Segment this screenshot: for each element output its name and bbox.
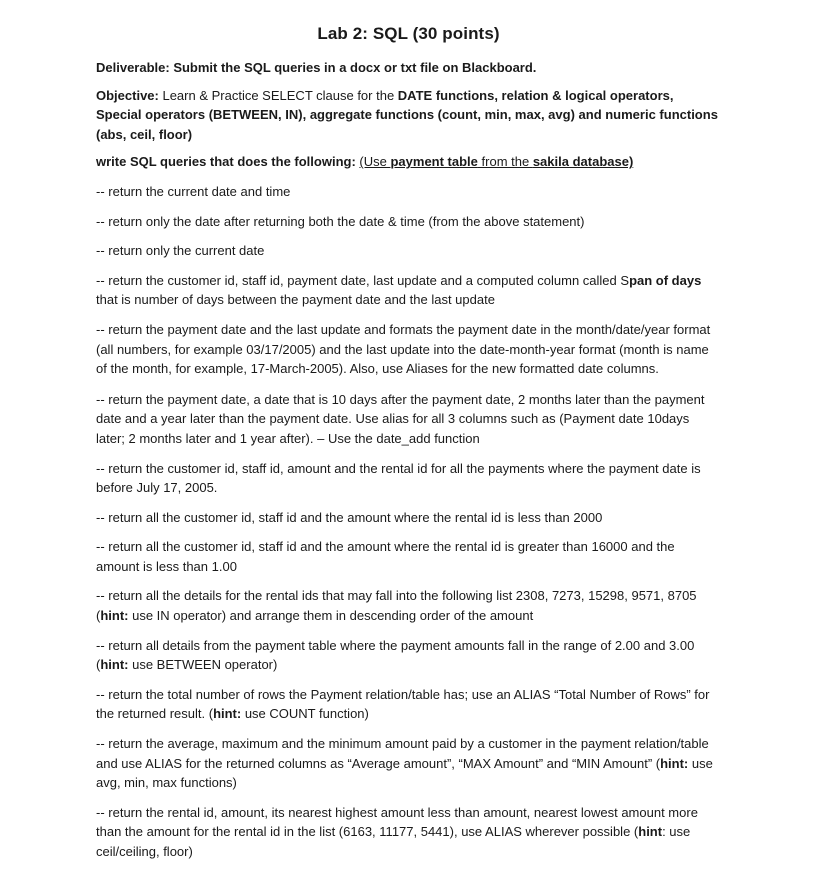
hint-label: hint: [100, 608, 129, 624]
task-date-only: -- return only the date after returning both the date & time (from the above statement) [96, 213, 585, 229]
sakila-database-ref: sakila database) [532, 154, 634, 170]
hint-label: hint: [213, 706, 242, 722]
task-aggregate-text-end: use avg, min, max functions) [96, 755, 713, 791]
instructions-heading [96, 152, 721, 172]
task-aggregate-text: -- return the average, maximum and the minimum amount paid by a customer in the payment relation/table and use ALIAS for the returned columns as “Average amount”, “MAX Amount” and “MIN Amount” ( [96, 736, 709, 771]
task-ceil-text-end: : use ceil/ceiling, floor) [96, 824, 691, 859]
task-ceil-floor [96, 803, 721, 862]
task-in-text: -- return all the details for the rental ids that may fall into the following list 2308, 7273, 15298, 9571, 8705 ( [96, 588, 697, 624]
task-aggregate-amounts [96, 734, 721, 793]
task-ceil-text: -- return the rental id, amount, its nearest highest amount less than amount, nearest lowest amount more than the amount for the rental id in the list (6163, 11177, 5441), use ALIAS wherever possible ( [96, 804, 698, 840]
objective-topics: DATE functions, relation & logical operators, Special operators (BETWEEN, IN), aggregate functions (count, min, max, avg) and numeric functions (abs, ceil, floor) [96, 87, 718, 142]
task-between-text: -- return all details from the payment table where the payment amounts fall in the range of 2.00 and 3.00 ( [96, 637, 695, 673]
instructions-bold: write SQL queries that does the following: [96, 154, 356, 170]
task-between-operator [96, 636, 721, 675]
span-of-days-term: pan of days [629, 272, 702, 288]
task-span-text: -- return the customer id, staff id, payment date, last update and a computed column called S [96, 272, 630, 288]
task-date-add: -- return the payment date, a date that is 10 days after the payment date, 2 months later than the payment date and a year later than the payment date. Use alias for all 3 columns such as (Payment date 10days later; 2 months later and 1 year after). – Use the date_add function [96, 391, 705, 446]
hint-label: hint: [660, 755, 689, 771]
hint-label: hint [638, 824, 663, 840]
task-format-dates: -- return the payment date and the last update and formats the payment date in the month/date/year format (all numbers, for example 03/17/2005) and the last update into the date-month-year format (month is name of the month, for example, 17-March-2005). Also, use Aliases for the new formatted date columns. [96, 321, 711, 377]
task-count-rows [96, 685, 721, 724]
task-count-text: -- return the total number of rows the Payment relation/table has; use an ALIAS “Total Number of Rows” for the returned result. ( [96, 686, 710, 722]
objective-text: Learn & Practice SELECT clause for the [158, 87, 398, 103]
objective-paragraph [96, 86, 721, 145]
task-span-of-days [96, 271, 721, 310]
task-in-text-end: use IN operator) and arrange them in descending order of the amount [128, 608, 534, 624]
page-title: Lab 2: SQL (30 points) [317, 24, 500, 43]
task-rental-greater-16000: -- return all the customer id, staff id and the amount where the rental id is greater than 16000 and the amount is less than 1.00 [96, 539, 675, 574]
deliverable-text: Deliverable: Submit the SQL queries in a docx or txt file on Blackboard. [96, 60, 537, 75]
task-between-text-end: use BETWEEN operator) [128, 657, 278, 673]
task-rental-less-2000: -- return all the customer id, staff id and the amount where the rental id is less than 2000 [96, 509, 603, 525]
objective-label: Objective: [96, 87, 159, 103]
task-count-text-end: use COUNT function) [241, 706, 369, 722]
task-span-text-end: that is number of days between the payment date and the last update [96, 292, 495, 308]
task-current-datetime: -- return the current date and time [96, 183, 291, 199]
task-before-july: -- return the customer id, staff id, amount and the rental id for all the payments where the payment date is before July 17, 2005. [96, 460, 701, 496]
payment-table-ref: payment table [390, 154, 478, 170]
task-current-date: -- return only the current date [96, 243, 265, 259]
hint-label: hint: [100, 657, 129, 673]
task-in-operator [96, 586, 721, 625]
document-body [96, 58, 721, 862]
instructions-from: from the [477, 154, 533, 170]
instructions-use: (Use [359, 154, 391, 170]
